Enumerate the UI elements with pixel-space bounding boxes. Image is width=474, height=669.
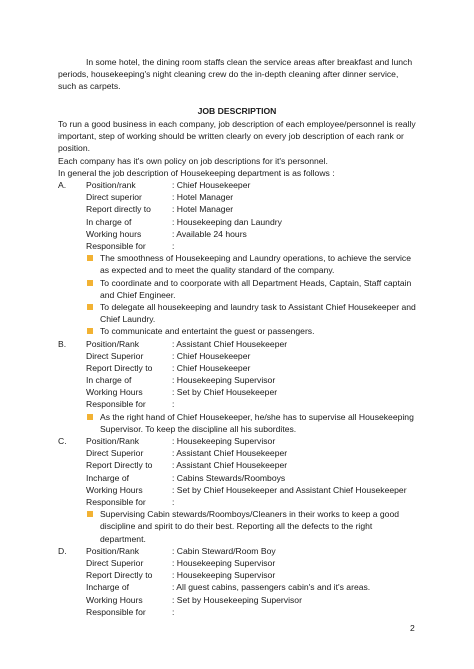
responsibility-list	[58, 411, 420, 435]
field-row	[58, 435, 420, 447]
list-item	[58, 277, 420, 301]
lead-text: Each company has it's own policy on job descriptions for it's personnel.	[58, 155, 328, 166]
list-item	[58, 508, 420, 545]
field-label: Position/Rank	[86, 338, 140, 349]
section-letter: D.	[58, 545, 67, 556]
list-item	[58, 301, 420, 325]
field-value: : Housekeeping Supervisor	[172, 436, 276, 447]
square-bullet-icon	[87, 280, 93, 286]
field-row	[58, 338, 420, 350]
field-label: Responsible for	[86, 606, 146, 617]
field-row	[58, 606, 420, 618]
responsibility-text: To delegate all housekeeping and laundry task to Assistant Chief Housekeeper and Chief Laundry.	[100, 301, 416, 325]
list-item	[58, 325, 420, 337]
field-value: : Assistant Chief Housekeeper	[172, 460, 288, 471]
field-label: In charge of	[86, 375, 132, 386]
field-label: Direct Superior	[86, 448, 144, 459]
field-value: : Cabins Stewards/Roomboys	[172, 472, 286, 483]
square-bullet-icon	[87, 414, 93, 420]
job-sections	[58, 179, 420, 618]
field-row	[58, 581, 420, 593]
responsibility-text: To coordinate and to coorporate with all Department Heads, Captain, Staff captain and Chief Engineer.	[100, 277, 412, 300]
page-number: 2	[410, 623, 415, 633]
field-value: : Set by Chief Housekeeper	[172, 387, 278, 398]
field-value: : All guest cabins, passengers cabin's and it's areas.	[172, 582, 371, 593]
field-label: Report Directly to	[86, 362, 153, 373]
field-value: :	[172, 240, 175, 251]
list-item	[58, 411, 420, 435]
field-row	[58, 459, 420, 471]
field-label: Working Hours	[86, 594, 143, 605]
field-row	[58, 557, 420, 569]
job-section-b	[58, 338, 420, 436]
field-value: : Set by Chief Housekeeper and Assistant Chief Housekeeper	[172, 484, 407, 495]
field-label: Report Directly to	[86, 460, 153, 471]
job-section-a	[58, 179, 420, 338]
field-row	[58, 484, 420, 496]
field-value: : Assistant Chief Housekeeper	[172, 448, 288, 459]
section-letter: B.	[58, 338, 67, 349]
field-label: Position/Rank	[86, 545, 140, 556]
field-label: Working Hours	[86, 484, 143, 495]
responsibility-text: The smoothness of Housekeeping and Laundry operations, to achieve the service as expected and to meet the quality standard of the company.	[100, 253, 411, 276]
field-row	[58, 203, 420, 215]
field-row	[58, 240, 420, 252]
field-row	[58, 179, 420, 191]
field-row	[58, 228, 420, 240]
section-letter: A.	[58, 180, 67, 190]
field-value: : Chief Housekeeper	[172, 362, 251, 373]
field-value: :	[172, 399, 175, 410]
field-row	[58, 569, 420, 581]
field-row	[58, 472, 420, 484]
responsibility-text: Supervising Cabin stewards/Roomboys/Cleaners in their works to keep a good discipline and spirit to do their best. Reporting all the defects to the right department.	[100, 509, 400, 544]
job-section-d	[58, 545, 420, 618]
lead-text: To run a good business in each company, job description of each employee/personnel is really important, step of working should be written clearly on every job description of each rank or position.	[58, 119, 416, 154]
field-label: Incharge of	[86, 472, 129, 483]
field-label: Report directly to	[86, 204, 151, 215]
lead-paragraphs	[58, 118, 418, 179]
field-value: : Hotel Manager	[172, 192, 234, 203]
responsibility-list	[58, 508, 420, 545]
field-value: : Assistant Chief Housekeeper	[172, 338, 288, 349]
intro-text: In some hotel, the dining room staffs clean the service areas after breakfast and lunch periods, housekeeping's night cleaning crew do the in-depth cleaning after dinner service, such as carpets.	[58, 57, 413, 92]
field-label: Responsible for	[86, 240, 146, 251]
field-label: Direct superior	[86, 192, 142, 203]
field-row	[58, 447, 420, 459]
field-value: : Housekeeping dan Laundry	[172, 216, 282, 227]
square-bullet-icon	[87, 511, 93, 517]
field-label: Working Hours	[86, 387, 143, 398]
field-value: : Chief Housekeeper	[172, 350, 251, 361]
field-label: In charge of	[86, 216, 132, 227]
field-label: Report Directly to	[86, 570, 153, 581]
responsibility-list	[58, 252, 420, 337]
field-label: Direct Superior	[86, 558, 144, 568]
field-row	[58, 374, 420, 386]
field-value: :	[172, 497, 175, 508]
field-row	[58, 398, 420, 410]
field-value: :	[172, 606, 175, 617]
field-row	[58, 216, 420, 228]
section-title: JOB DESCRIPTION	[197, 106, 277, 116]
square-bullet-icon	[87, 255, 93, 261]
field-value: : Chief Housekeeper	[172, 180, 251, 190]
field-label: Position/Rank	[86, 436, 140, 447]
responsibility-text: As the right hand of Chief Housekeeper, he/she has to supervise all Housekeeping Supervisor. To keep the discipline all his subordites.	[100, 411, 414, 434]
field-value: : Housekeeping Supervisor	[172, 375, 276, 386]
field-value: : Housekeeping Supervisor	[172, 570, 276, 581]
field-row	[58, 362, 420, 374]
square-bullet-icon	[87, 328, 93, 334]
field-row	[58, 496, 420, 508]
field-row	[58, 386, 420, 398]
list-item	[58, 252, 420, 276]
field-label: Direct Superior	[86, 350, 144, 361]
intro-paragraph	[58, 56, 418, 93]
section-letter: C.	[58, 436, 67, 447]
field-label: Responsible for	[86, 497, 146, 508]
field-label: Incharge of	[86, 582, 129, 593]
responsibility-text: To communicate and entertaint the guest or passengers.	[100, 326, 315, 337]
field-label: Position/rank	[86, 180, 136, 190]
field-row	[58, 545, 420, 557]
field-value: : Cabin Steward/Room Boy	[172, 545, 276, 556]
job-section-c	[58, 435, 420, 545]
field-row	[58, 350, 420, 362]
square-bullet-icon	[87, 304, 93, 310]
field-value: : Set by Housekeeping Supervisor	[172, 594, 302, 605]
lead-text: In general the job description of Housekeeping department is as follows :	[58, 167, 335, 178]
field-row	[58, 191, 420, 203]
field-value: : Available 24 hours	[172, 228, 247, 239]
field-label: Responsible for	[86, 399, 146, 410]
field-row	[58, 594, 420, 606]
field-value: : Housekeeping Supervisor	[172, 558, 276, 568]
field-value: : Hotel Manager	[172, 204, 234, 215]
field-label: Working hours	[86, 228, 142, 239]
